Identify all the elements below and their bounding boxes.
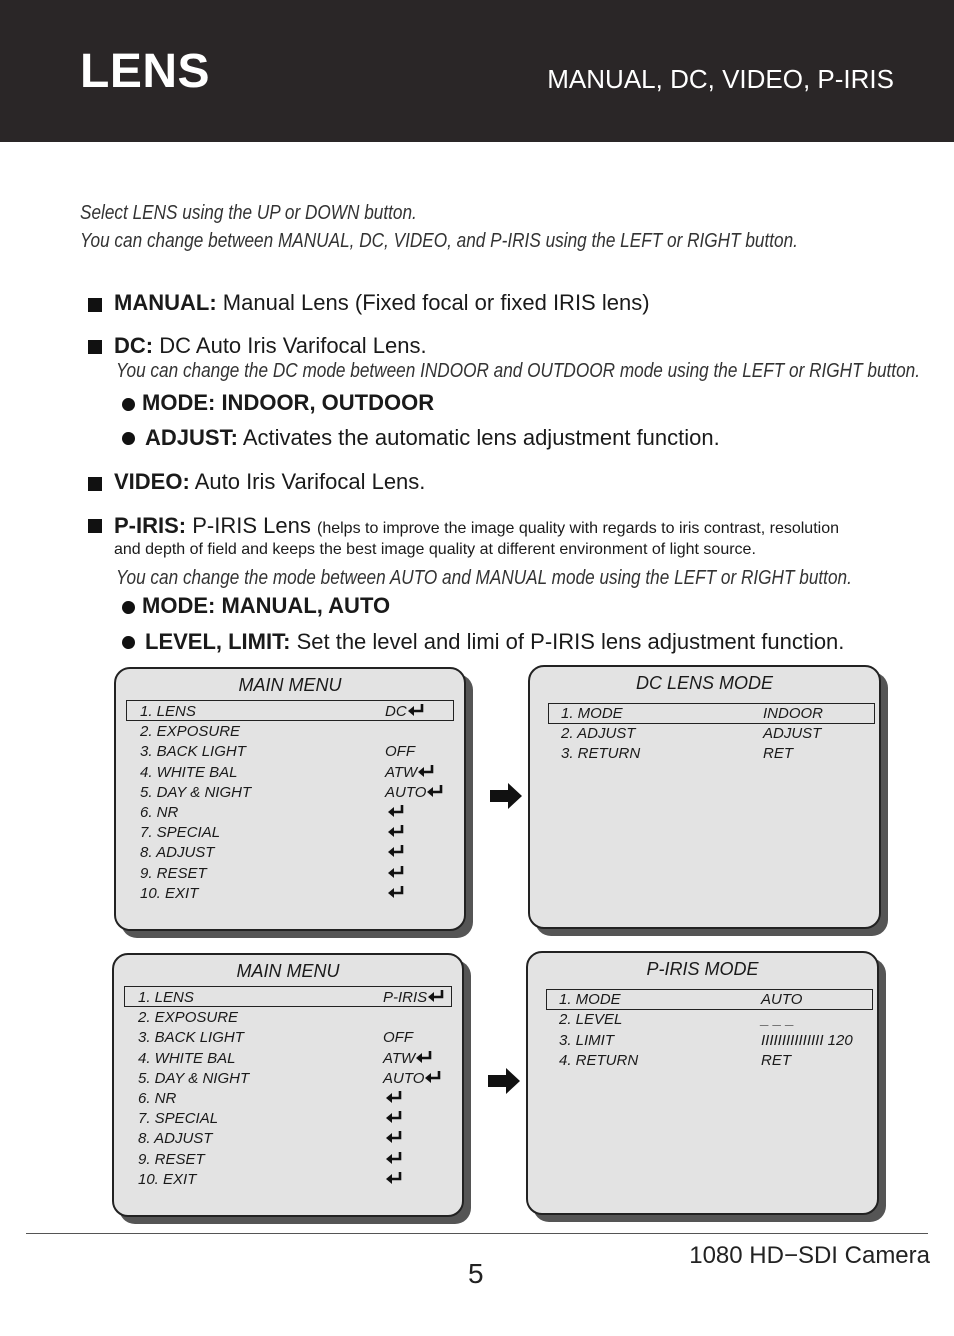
page-subtitle: MANUAL, DC, VIDEO, P-IRIS — [547, 64, 894, 94]
enter-icon — [387, 885, 405, 902]
menu-item-label[interactable]: 1. LENS — [138, 989, 194, 1006]
dc-adjust-text: Activates the automatic lens adjustment function. — [242, 425, 720, 450]
item-piris-label: P-IRIS: — [114, 513, 187, 538]
intro-line-2: You can change between MANUAL, DC, VIDEO, and P-IRIS using the LEFT or RIGHT button. — [80, 230, 798, 252]
item-piris — [114, 513, 839, 539]
menu-item-value — [763, 725, 821, 742]
item-video-label: VIDEO: — [114, 469, 190, 494]
item-manual-text: Manual Lens (Fixed focal or fixed IRIS lens) — [222, 290, 650, 315]
piris-level-label: LEVEL, LIMIT: — [145, 629, 291, 654]
menu-item-value — [385, 865, 405, 882]
menu-item-label[interactable]: 2. EXPOSURE — [140, 723, 241, 741]
enter-icon — [426, 784, 444, 801]
menu-item-value — [385, 824, 405, 841]
menu-item-value-text: IIIIIIIIIIIIIII 120 — [761, 1031, 853, 1049]
bullet-dot-icon — [122, 601, 135, 614]
bullet-square-icon — [88, 298, 102, 312]
menu-item-value — [383, 1130, 403, 1147]
menu-item-label[interactable]: 4. WHITE BAL — [138, 1049, 236, 1067]
menu-item-label[interactable]: 3. BACK LIGHT — [140, 743, 246, 761]
enter-icon — [385, 1130, 403, 1147]
menu-item-value — [385, 844, 405, 861]
menu-item-label[interactable]: 6. NR — [138, 1090, 177, 1107]
menu-item-label[interactable]: 9. RESET — [140, 864, 207, 882]
item-manual — [114, 290, 650, 316]
menu-item-label[interactable]: 3. RETURN — [561, 745, 641, 763]
menu-item-label[interactable]: 6. NR — [140, 804, 179, 821]
product-name: 1080 HD−SDI Camera — [689, 1242, 930, 1269]
item-piris-paren-line-2: and depth of field and keeps the best image quality at different environment of light source. — [114, 541, 756, 558]
item-piris-text: P-IRIS Lens — [192, 513, 311, 538]
bullet-square-icon — [88, 477, 102, 491]
item-dc-text: DC Auto Iris Varifocal Lens. — [159, 333, 427, 358]
bullet-dot-icon — [122, 432, 135, 445]
enter-icon — [387, 804, 405, 821]
bullet-dot-icon — [122, 636, 135, 649]
enter-icon — [415, 1050, 433, 1067]
menu-item-value — [761, 1011, 794, 1028]
dc-note: You can change the DC mode between INDOOR and OUTDOOR mode using the LEFT or RIGHT button. — [116, 360, 920, 382]
menu-item-value — [383, 1171, 403, 1188]
arrow-right-icon — [490, 783, 522, 809]
bullet-dot-icon — [122, 398, 135, 411]
menu-item-label[interactable]: 2. EXPOSURE — [138, 1009, 239, 1027]
piris-mode-label: MODE: MANUAL, AUTO — [142, 593, 391, 618]
menu-item-label[interactable]: 1. MODE — [561, 705, 623, 722]
intro-line-1: Select LENS using the UP or DOWN button. — [80, 202, 417, 224]
item-dc — [114, 333, 427, 359]
enter-icon — [385, 1110, 403, 1127]
enter-icon — [387, 865, 405, 882]
enter-icon — [387, 844, 405, 861]
menu-item-label[interactable]: 8. ADJUST — [140, 844, 215, 862]
menu-item-value — [385, 743, 415, 760]
panel-title: MAIN MENU — [238, 675, 342, 695]
menu-item-label[interactable]: 2. ADJUST — [561, 725, 636, 743]
arrow-right-icon — [488, 1068, 520, 1094]
enter-icon — [385, 1090, 403, 1107]
menu-item-label[interactable]: 4. RETURN — [559, 1051, 639, 1069]
piris-level — [145, 629, 844, 655]
bullet-square-icon — [88, 519, 102, 533]
dc-lens-mode-panel — [528, 665, 881, 929]
menu-item-label[interactable]: 3. BACK LIGHT — [138, 1029, 244, 1047]
menu-item-value — [383, 1090, 403, 1107]
menu-item-label[interactable]: 3. LIMIT — [559, 1031, 615, 1049]
panel-title: DC LENS MODE — [635, 673, 774, 693]
menu-item-value-text: AUTO — [383, 1069, 425, 1087]
menu-item-value — [761, 1032, 853, 1049]
item-manual-label: MANUAL: — [114, 290, 217, 315]
menu-item-value-text: INDOOR — [763, 705, 823, 722]
enter-icon — [385, 1151, 403, 1168]
bullet-square-icon — [88, 340, 102, 354]
menu-item-label[interactable]: 5. DAY & NIGHT — [138, 1069, 250, 1087]
page-number: 5 — [468, 1258, 484, 1289]
menu-item-value — [763, 705, 823, 722]
enter-icon — [417, 764, 435, 781]
main-menu-panel-dc — [114, 667, 466, 931]
enter-icon — [387, 824, 405, 841]
piris-mode — [142, 593, 390, 619]
page-header — [0, 0, 954, 142]
enter-icon — [385, 1171, 403, 1188]
menu-item-value-text: AUTO — [385, 783, 427, 801]
menu-item-value-text: ATW — [383, 1049, 416, 1067]
menu-item-label[interactable]: 7. SPECIAL — [138, 1110, 219, 1128]
menu-item-value-text: RET — [761, 1051, 791, 1069]
dc-adjust-label: ADJUST: — [145, 425, 238, 450]
main-menu-panel-piris — [112, 953, 464, 1217]
footer-divider — [26, 1233, 928, 1234]
menu-item-value-text: ATW — [385, 763, 418, 781]
menu-item-value-text: _ _ _ — [761, 1011, 795, 1029]
item-piris-paren: (helps to improve the image quality with regards to iris contrast, resolution — [316, 520, 839, 537]
menu-item-value — [761, 1052, 791, 1069]
enter-icon — [424, 1070, 442, 1087]
menu-item-label[interactable]: 1. LENS — [140, 703, 196, 720]
menu-item-value — [383, 1050, 433, 1067]
menu-item-label[interactable]: 4. WHITE BAL — [140, 763, 238, 781]
menu-item-label[interactable]: 9. RESET — [138, 1150, 205, 1168]
menu-item-value — [385, 703, 425, 720]
piris-mode-panel — [526, 951, 879, 1215]
dc-adjust — [145, 425, 720, 451]
piris-note: You can change the mode between AUTO and MANUAL mode using the LEFT or RIGHT button. — [116, 567, 852, 589]
dc-mode — [142, 390, 434, 416]
page-title: LENS — [80, 45, 211, 98]
menu-item-value-text: DC — [385, 703, 407, 720]
item-dc-label: DC: — [114, 333, 154, 358]
menu-item-label[interactable]: 5. DAY & NIGHT — [140, 783, 252, 801]
item-video — [114, 469, 425, 495]
menu-item-value-text: OFF — [385, 743, 415, 761]
panel-title: MAIN MENU — [236, 961, 340, 981]
menu-item-value — [385, 885, 405, 902]
menu-item-value — [385, 784, 444, 801]
menu-item-label[interactable]: 7. SPECIAL — [140, 824, 221, 842]
menu-item-value-text: RET — [763, 745, 793, 763]
menu-item-value-text: P-IRIS — [383, 989, 428, 1006]
menu-item-value — [383, 1029, 413, 1046]
item-video-text: Auto Iris Varifocal Lens. — [194, 469, 426, 494]
menu-item-value-text: AUTO — [761, 991, 803, 1008]
menu-item-label[interactable]: 10. EXIT — [138, 1170, 197, 1188]
menu-item-label[interactable]: 10. EXIT — [140, 884, 199, 902]
menu-item-value — [763, 745, 793, 762]
menu-item-value — [383, 1151, 403, 1168]
enter-icon — [427, 989, 445, 1006]
menu-item-label[interactable]: 8. ADJUST — [138, 1130, 213, 1148]
menu-item-label[interactable]: 2. LEVEL — [559, 1011, 623, 1029]
panel-title: P-IRIS MODE — [646, 959, 759, 979]
piris-level-text: Set the level and limi of P-IRIS lens adjustment function. — [296, 629, 845, 654]
menu-item-label[interactable]: 1. MODE — [559, 991, 621, 1008]
menu-item-value-text: ADJUST — [763, 725, 822, 743]
menu-item-value — [383, 1110, 403, 1127]
menu-item-value — [385, 804, 405, 821]
menu-item-value-text: OFF — [383, 1029, 413, 1047]
dc-mode-label: MODE: INDOOR, OUTDOOR — [142, 390, 435, 415]
enter-icon — [407, 703, 425, 720]
menu-item-value — [761, 991, 802, 1008]
menu-item-value — [383, 1070, 442, 1087]
menu-item-value — [385, 764, 435, 781]
menu-item-value — [383, 989, 445, 1006]
